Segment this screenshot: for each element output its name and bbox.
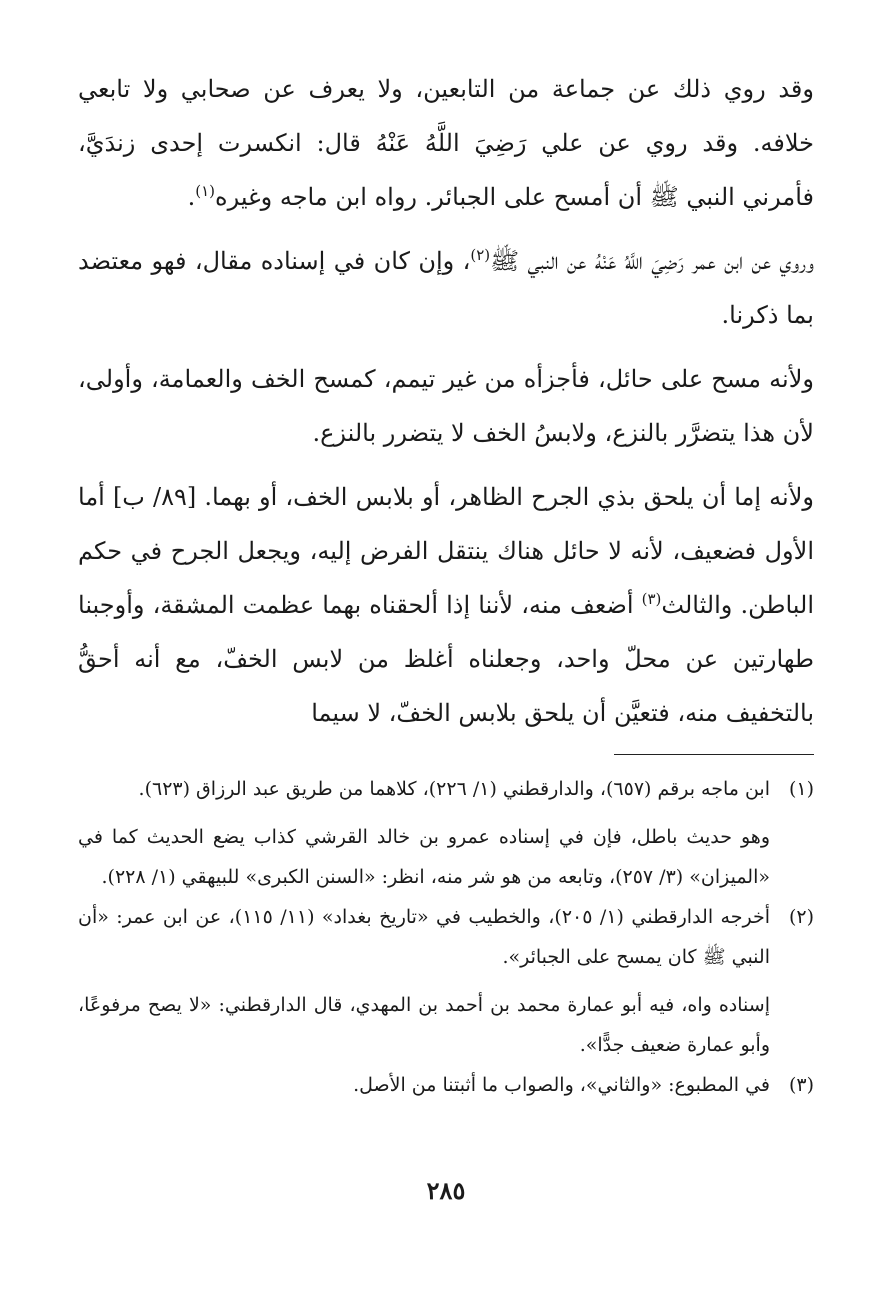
footnote (78, 769, 814, 809)
paragraph (78, 470, 814, 740)
footnote (78, 897, 814, 977)
footnotes (78, 769, 814, 1105)
footnote-body (78, 1065, 770, 1105)
footnote-text: في المطبوع: «والثاني»، والصواب ما أثبتنا من الأصل. (353, 1074, 770, 1096)
footnote-number: (٢) (788, 906, 814, 928)
paragraph-text: ولأنه مسح على حائل، فأجزأه من غير تيمم، كمسح الخف والعمامة، وأولى، لأن هذا يتضرَّر بالنزع، ولابسُ الخف لا يتضرر بالنزع. (78, 365, 814, 447)
footnote-text: ابن ماجه برقم (٦٥٧)، والدارقطني (١/ ٢٢٦)، كلاهما من طريق عبد الرزاق (٦٢٣). (138, 778, 770, 800)
paragraph-text: ، وإن كان في إسناده مقال، فهو معتضد بما ذكرنا. (78, 247, 814, 329)
paragraph-text: وروي عن ابن عمر رَضِيَ اللَّهُ عَنْهُ عن النبي ﷺ (490, 247, 814, 275)
main-text (78, 62, 814, 740)
paragraph (78, 352, 814, 460)
footnote-reference[interactable]: (١) (195, 182, 215, 200)
page-content (78, 62, 814, 1105)
footnote-text: أخرجه الدارقطني (١/ ٢٠٥)، والخطيب في «تاريخ بغداد» (١١/ ١١٥)، عن ابن عمر: «أن النبي ﷺ كان يمسح على الجبائر». (78, 906, 770, 968)
paragraph (78, 234, 814, 342)
footnote-text: وهو حديث باطل، فإن في إسناده عمرو بن خالد القرشي كذاب يضع الحديث كما في «الميزان» (٣/ ٢٥٧)، وتابعه من هو شر منه، انظر: «السنن الكبرى» للبيهقي (١/ ٢٢٨). (78, 826, 770, 888)
paragraph-text: . (187, 183, 196, 211)
paragraph-text: أضعف منه، لأننا إذا ألحقناه بهما عظمت المشقة، وأوجبنا طهارتين عن محلّ واحد، وجعلناه أغلظ من لابس الخفّ، مع أنه أحقُّ بالتخفيف منه، فتعيَّن أن يلحق بلابس الخفّ، لا سيما (78, 591, 815, 727)
footnote-reference[interactable]: (٣) (641, 590, 662, 608)
paragraph-text: ولأنه إما أن يلحق بذي الجرح الظاهر، أو بلابس الخف، أو بهما. [٨٩/ ب] أما الأول فضعيف، لأنه لا حائل هناك ينتقل الفرض إليه، ويجعل الجرح في حكم الباطن. والثالث (78, 483, 815, 619)
footnote-reference[interactable]: (٢) (470, 246, 491, 264)
footnote-body (78, 769, 770, 809)
paragraph (78, 62, 814, 224)
footnote-body (78, 897, 770, 977)
footnote-number: (٣) (788, 1074, 814, 1096)
footnote-text: إسناده واه، فيه أبو عمارة محمد بن أحمد بن المهدي، قال الدارقطني: «لا يصح مرفوعًا، وأبو عمارة ضعيف جدًّا». (78, 994, 770, 1056)
footnote-separator (614, 754, 814, 755)
footnote-number: (١) (788, 778, 814, 800)
footnote (78, 1065, 814, 1105)
page-number: ٢٨٥ (426, 1176, 466, 1205)
paragraph-text: وقد روي ذلك عن جماعة من التابعين، ولا يعرف عن صحابي ولا تابعي خلافه. وقد روي عن علي رَضِيَ اللَّهُ عَنْهُ قال: انكسرت إحدى زندَيَّ، فأمرني النبي ﷺ أن أمسح على الجبائر. رواه ابن ماجه وغيره (78, 75, 814, 211)
